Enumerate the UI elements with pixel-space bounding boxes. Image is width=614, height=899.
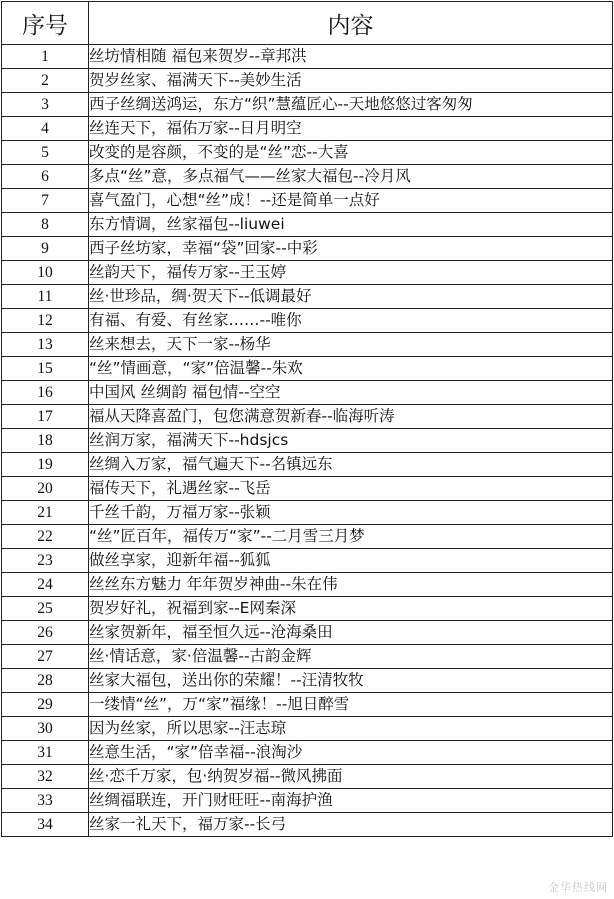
header-content: 内容: [89, 2, 613, 45]
row-number: 4: [2, 117, 89, 141]
row-number: 21: [2, 501, 89, 525]
row-content: 福从天降喜盈门，包您满意贺新春--临海听涛: [89, 405, 613, 429]
row-content: 贺岁好礼，祝福到家--E网秦深: [89, 597, 613, 621]
row-content: 丝家一礼天下，福万家--长弓: [89, 813, 613, 837]
table-row: [2, 645, 613, 669]
table-row: [2, 189, 613, 213]
table-row: [2, 789, 613, 813]
row-number: 20: [2, 477, 89, 501]
table-row: [2, 93, 613, 117]
row-number: 19: [2, 453, 89, 477]
row-number: 6: [2, 165, 89, 189]
header-serial-number: 序号: [2, 2, 89, 45]
row-number: 23: [2, 549, 89, 573]
table-row: [2, 549, 613, 573]
row-content: 一缕情“丝”，万“家”福缘！--旭日醉雪: [89, 693, 613, 717]
row-content: “丝”匠百年，福传万“家”--二月雪三月梦: [89, 525, 613, 549]
table-row: [2, 453, 613, 477]
table-row: [2, 501, 613, 525]
table-row: [2, 741, 613, 765]
table-row: [2, 141, 613, 165]
row-number: 13: [2, 333, 89, 357]
table-row: [2, 765, 613, 789]
row-content: “丝”情画意，“家”倍温馨--朱欢: [89, 357, 613, 381]
row-number: 16: [2, 381, 89, 405]
row-number: 5: [2, 141, 89, 165]
table-row: [2, 669, 613, 693]
table-row: [2, 165, 613, 189]
table-row: [2, 285, 613, 309]
table-row: [2, 261, 613, 285]
row-content: 丝绸福联连，开门财旺旺--南海护渔: [89, 789, 613, 813]
row-number: 25: [2, 597, 89, 621]
row-content: 丝韵天下，福传万家--王玉婷: [89, 261, 613, 285]
row-content: 丝绸入万家，福气遍天下--名镇远东: [89, 453, 613, 477]
row-content: 中国风 丝绸韵 福包情--空空: [89, 381, 613, 405]
row-number: 18: [2, 429, 89, 453]
table-row: [2, 693, 613, 717]
table-row: [2, 717, 613, 741]
table-row: [2, 213, 613, 237]
row-number: 8: [2, 213, 89, 237]
row-number: 2: [2, 69, 89, 93]
table-row: [2, 621, 613, 645]
row-content: 丝丝东方魅力 年年贺岁神曲--朱在伟: [89, 573, 613, 597]
row-number: 15: [2, 357, 89, 381]
row-number: 11: [2, 285, 89, 309]
header-row: [2, 2, 613, 45]
row-content: 丝·世珍品，绸·贺天下--低调最好: [89, 285, 613, 309]
row-content: 西子丝绸送鸿运，东方“织”慧蕴匠心--天地悠悠过客匆匆: [89, 93, 613, 117]
row-content: 福传天下，礼遇丝家--飞岳: [89, 477, 613, 501]
table-row: [2, 357, 613, 381]
row-content: 丝家贺新年，福至恒久远--沧海桑田: [89, 621, 613, 645]
table-row: [2, 813, 613, 837]
row-content: 丝润万家，福满天下--hdsjcs: [89, 429, 613, 453]
row-content: 丝家大福包，送出你的荣耀！--汪清牧牧: [89, 669, 613, 693]
table-row: [2, 69, 613, 93]
row-content: 丝来想去，天下一家--杨华: [89, 333, 613, 357]
table-row: [2, 477, 613, 501]
row-number: 26: [2, 621, 89, 645]
row-number: 1: [2, 45, 89, 69]
table-row: [2, 117, 613, 141]
row-number: 34: [2, 813, 89, 837]
row-content: 西子丝坊家，幸福“袋”回家--中彩: [89, 237, 613, 261]
row-number: 28: [2, 669, 89, 693]
row-content: 丝·恋千万家，包·纳贺岁福--微风拂面: [89, 765, 613, 789]
table-row: [2, 309, 613, 333]
row-content: 丝意生活，“家”倍幸福--浪淘沙: [89, 741, 613, 765]
row-content: 改变的是容颜，不变的是“丝”恋--大喜: [89, 141, 613, 165]
watermark-logo: 金华热线网: [548, 881, 608, 894]
row-number: 7: [2, 189, 89, 213]
table-row: [2, 429, 613, 453]
row-content: 丝连天下，福佑万家--日月明空: [89, 117, 613, 141]
row-number: 9: [2, 237, 89, 261]
row-content: 贺岁丝家、福满天下--美妙生活: [89, 69, 613, 93]
row-content: 多点“丝”意，多点福气——丝家大福包--冷月风: [89, 165, 613, 189]
row-number: 31: [2, 741, 89, 765]
row-content: 千丝千韵，万福万家--张颖: [89, 501, 613, 525]
row-number: 22: [2, 525, 89, 549]
entries-table: [1, 1, 613, 837]
row-number: 12: [2, 309, 89, 333]
table-row: [2, 45, 613, 69]
row-content: 东方情调，丝家福包--liuwei: [89, 213, 613, 237]
table-row: [2, 525, 613, 549]
table-row: [2, 405, 613, 429]
row-number: 29: [2, 693, 89, 717]
table-row: [2, 381, 613, 405]
table-row: [2, 333, 613, 357]
row-number: 17: [2, 405, 89, 429]
table-row: [2, 597, 613, 621]
table-row: [2, 237, 613, 261]
row-number: 33: [2, 789, 89, 813]
row-number: 10: [2, 261, 89, 285]
row-content: 丝·情话意，家·倍温馨--古韵金辉: [89, 645, 613, 669]
row-number: 30: [2, 717, 89, 741]
row-content: 丝坊情相随 福包来贺岁--章邦洪: [89, 45, 613, 69]
row-content: 喜气盈门，心想“丝”成！--还是简单一点好: [89, 189, 613, 213]
row-number: 32: [2, 765, 89, 789]
table-row: [2, 573, 613, 597]
row-number: 27: [2, 645, 89, 669]
row-number: 3: [2, 93, 89, 117]
row-content: 有福、有爱、有丝家……--唯你: [89, 309, 613, 333]
row-content: 因为丝家，所以思家--汪志琼: [89, 717, 613, 741]
row-number: 24: [2, 573, 89, 597]
row-content: 做丝享家，迎新年福--狐狐: [89, 549, 613, 573]
